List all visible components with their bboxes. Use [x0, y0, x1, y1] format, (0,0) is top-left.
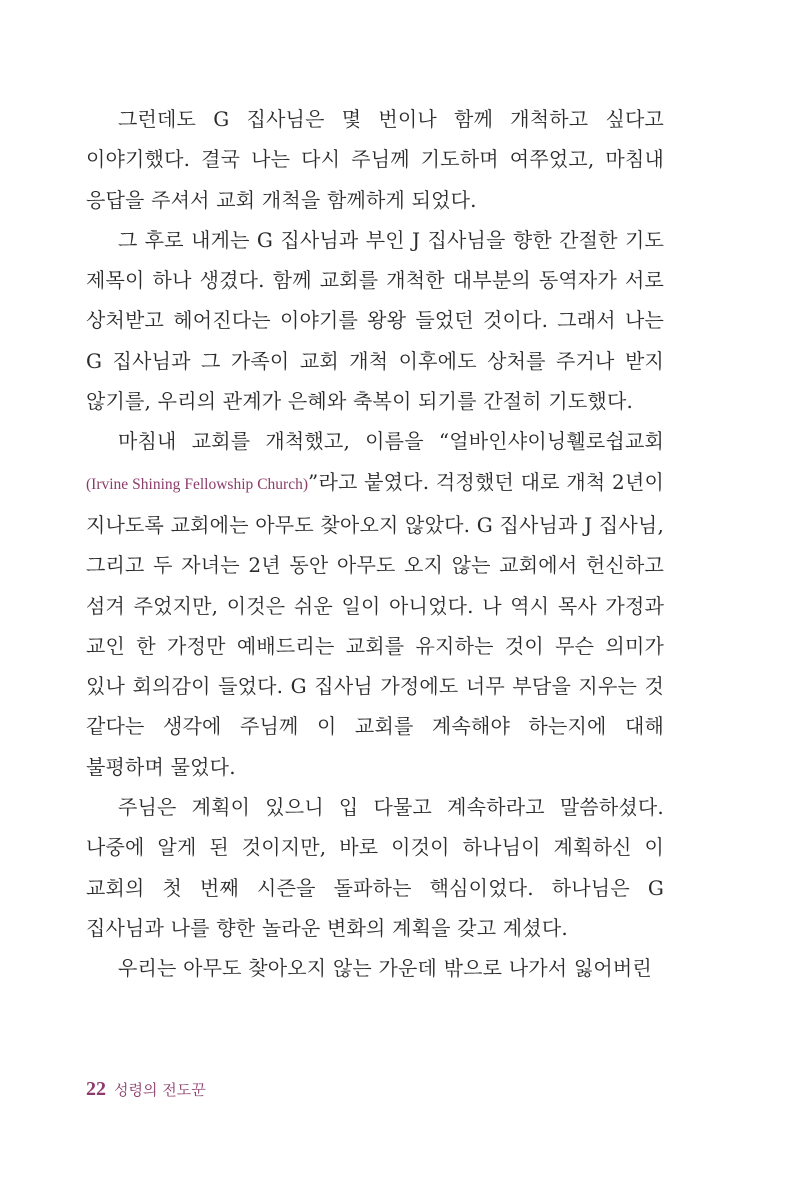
paragraph-1: 그런데도 G 집사님은 몇 번이나 함께 개척하고 싶다고 이야기했다. 결국 나는 다시 주님께 기도하며 여쭈었고, 마침내 응답을 주셔서 교회 개척을 함께하게 되었다.: [86, 107, 664, 212]
page-number: 22: [86, 1078, 106, 1100]
paragraph-2: 그 후로 내게는 G 집사님과 부인 J 집사님을 향한 간절한 기도 제목이 하나 생겼다. 함께 교회를 개척한 대부분의 동역자가 서로 상처받고 헤어진다는 이야기를 왕왕 들었던 것이다. 그래서 나는 G 집사님과 그 가족이 교회 개척 이후에도 상처를 주거나 받지 않기를, 우리의 관계가 은혜와 축복이 되기를 간절히 기도했다.: [86, 227, 664, 414]
body-text: [86, 99, 664, 989]
paragraph-4: 주님은 계획이 있으니 입 다물고 계속하라고 말씀하셨다. 나중에 알게 된 것이지만, 바로 이것이 하나님이 계획하신 이 교회의 첫 번째 시즌을 돌파하는 핵심이었다. 하나님은 G 집사님과 나를 향한 놀라운 변화의 계획을 갖고 계셨다.: [86, 795, 664, 940]
page-footer: [86, 1078, 206, 1108]
church-english-name: (Irvine Shining Fellowship Church): [86, 475, 309, 493]
paragraph-3-text-before: 마침내 교회를 개척했고, 이름을 “얼바인샤이닝휄로쉽교회: [118, 429, 664, 454]
paragraph-3-text-after: ”라고 붙였다. 걱정했던 대로 개척 2년이 지나도록 교회에는 아무도 찾아오지 않았다. G 집사님과 J 집사님, 그리고 두 자녀는 2년 동안 아무도 오지 않는 교회에서 헌신하고 섬겨 주었지만, 이것은 쉬운 일이 아니었다. 나 역시 목사 가정과 교인 한 가정만 예배드리는 교회를 유지하는 것이 무슨 의미가 있나 회의감이 들었다. G 집사님 가정에도 너무 부담을 지우는 것 같다는 생각에 주님께 이 교회를 계속해야 하는지에 대해 불평하며 물었다.: [86, 469, 664, 779]
book-title: 성령의 전도꾼: [114, 1081, 206, 1099]
paragraph-5: 우리는 아무도 찾아오지 않는 가운데 밖으로 나가서 잃어버린: [118, 956, 652, 981]
paragraph-3: [86, 421, 664, 787]
